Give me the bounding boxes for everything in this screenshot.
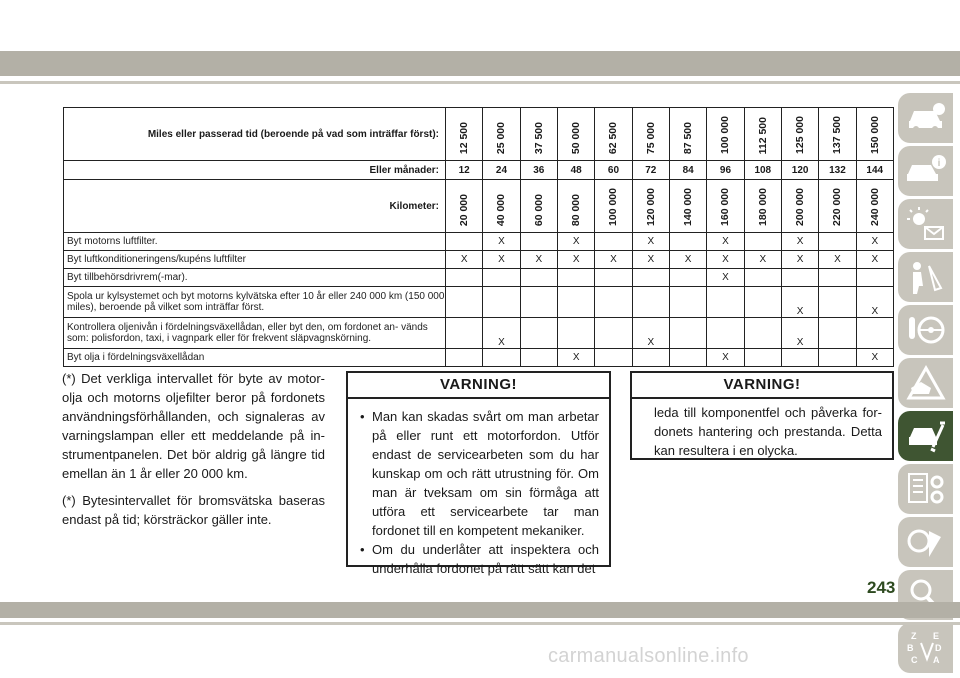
table-header-value: 60 000 — [532, 193, 545, 226]
table-header-cell — [483, 108, 520, 161]
service-interval-mark: X — [856, 287, 893, 318]
car-info-icon — [905, 99, 947, 137]
service-interval-mark — [744, 318, 781, 349]
table-header-cell: 60 — [595, 161, 632, 180]
service-interval-mark: X — [707, 233, 744, 251]
table-header-value: 140 000 — [682, 188, 695, 226]
table-header-label: Kilometer: — [64, 180, 446, 233]
table-header-value: 25 000 — [495, 121, 508, 154]
service-interval-mark — [744, 287, 781, 318]
table-row — [64, 287, 894, 318]
service-interval-mark: X — [781, 318, 818, 349]
table-header-cell: 24 — [483, 161, 520, 180]
bottom-decor-band — [0, 602, 960, 618]
service-interval-mark — [520, 349, 557, 367]
table-header-label: Miles eller passerad tid (beroende på vad som inträffar först): — [64, 108, 446, 161]
service-interval-mark — [744, 269, 781, 287]
table-header-value: 40 000 — [495, 193, 508, 226]
table-header-value: 137 500 — [831, 116, 844, 154]
table-row — [64, 251, 894, 269]
svg-text:D: D — [934, 643, 941, 653]
service-interval-mark — [632, 269, 669, 287]
table-header-cell — [520, 108, 557, 161]
specifications-icon — [905, 470, 947, 508]
table-header-value: 87 500 — [682, 121, 695, 154]
service-interval-mark: X — [483, 233, 520, 251]
table-header-value: 180 000 — [756, 188, 769, 226]
table-header-cell — [819, 108, 856, 161]
service-interval-mark: X — [483, 318, 520, 349]
table-header-value: 150 000 — [868, 116, 881, 154]
warning-item: • Om du underlåter att inspektera och underhålla fordonet på rätt sätt kan det — [360, 540, 599, 578]
service-interval-mark: X — [781, 287, 818, 318]
service-interval-mark — [744, 233, 781, 251]
breakdown-triangle-icon — [905, 364, 947, 402]
service-interval-mark — [819, 287, 856, 318]
service-interval-mark — [483, 287, 520, 318]
table-header-cell — [781, 180, 818, 233]
service-interval-mark: X — [744, 251, 781, 269]
service-interval-mark — [483, 349, 520, 367]
service-interval-mark: X — [632, 251, 669, 269]
warning-continued-text: leda till komponentfel och påverka for- donets hantering och prestanda. Detta kan resultera i en olycka. — [654, 405, 882, 458]
service-interval-mark: X — [707, 251, 744, 269]
service-item-label: Byt tillbehörsdrivrem(-mar). — [64, 269, 446, 287]
tab-car-info[interactable] — [898, 93, 953, 143]
tab-language[interactable] — [898, 623, 953, 673]
service-interval-mark: X — [707, 269, 744, 287]
service-interval-mark — [595, 349, 632, 367]
warning-item: • Man kan skadas svårt om man arbetar på eller runt ett motorfordon. Utför endast de servicearbeten som du har kunskap om och rätt utrustning för. Om man är tveksam om sin förmåga att utföra ett servicearbete tar man fordonet till en kompetent mekaniker. — [360, 407, 599, 540]
service-interval-mark — [520, 318, 557, 349]
service-item-label: Byt luftkonditioneringens/kupéns luftfilter — [64, 251, 446, 269]
warning-title: VARNING! — [348, 373, 609, 399]
table-header-cell: 96 — [707, 161, 744, 180]
service-interval-mark — [669, 287, 706, 318]
table-header-cell: 72 — [632, 161, 669, 180]
svg-text:A: A — [932, 655, 939, 665]
service-interval-mark: X — [669, 251, 706, 269]
table-header-cell — [557, 108, 594, 161]
service-interval-mark — [819, 318, 856, 349]
service-interval-mark — [446, 318, 483, 349]
table-header-value: 100 000 — [607, 188, 620, 226]
tab-specifications[interactable] — [898, 464, 953, 514]
service-interval-mark — [520, 233, 557, 251]
table-header-cell: 108 — [744, 161, 781, 180]
service-interval-mark — [669, 349, 706, 367]
tab-starting-driving[interactable] — [898, 305, 953, 355]
service-interval-mark: X — [632, 233, 669, 251]
table-header-cell: 36 — [520, 161, 557, 180]
table-header-value: 75 000 — [644, 121, 657, 154]
table-header-value: 12 500 — [458, 121, 471, 154]
warning-box-2 — [630, 371, 894, 460]
bottom-decor-line — [0, 622, 960, 625]
table-header-cell: 84 — [669, 161, 706, 180]
table-header-cell — [483, 180, 520, 233]
tab-car-warning[interactable] — [898, 146, 953, 196]
table-row — [64, 233, 894, 251]
table-header-cell — [632, 108, 669, 161]
service-interval-mark: X — [557, 233, 594, 251]
service-interval-mark: X — [856, 251, 893, 269]
table-header-cell: 132 — [819, 161, 856, 180]
table-header-cell — [446, 180, 483, 233]
service-interval-mark — [856, 269, 893, 287]
table-header-cell — [856, 180, 893, 233]
table-header-cell — [744, 108, 781, 161]
table-row — [64, 318, 894, 349]
table-header-cell: 144 — [856, 161, 893, 180]
table-row — [64, 349, 894, 367]
service-interval-mark — [446, 349, 483, 367]
service-interval-mark — [669, 233, 706, 251]
table-header-cell — [595, 108, 632, 161]
service-interval-mark — [595, 287, 632, 318]
service-interval-mark: X — [632, 318, 669, 349]
service-interval-mark — [856, 318, 893, 349]
table-header-value: 200 000 — [794, 188, 807, 226]
tab-dashboard-lights[interactable] — [898, 199, 953, 249]
table-header-cell: 48 — [557, 161, 594, 180]
service-item-label: Kontrollera oljenivån i fördelningsväxellådan, eller byt den, om fordonet an- vänds som: polisfordon, taxi, i vagnpark eller för frekvent släpvagnskörning. — [64, 318, 446, 349]
table-header-cell — [520, 180, 557, 233]
service-item-label: Spola ur kylsystemet och byt motorns kylvätska efter 10 år eller 240 000 km (150 000 miles), beroende på vilket som inträffar först. — [64, 287, 446, 318]
svg-text:B: B — [906, 643, 913, 653]
top-decor-band — [0, 51, 960, 76]
service-interval-mark: X — [707, 349, 744, 367]
table-header-value: 100 000 — [719, 116, 732, 154]
service-interval-mark — [632, 287, 669, 318]
service-interval-mark: X — [781, 233, 818, 251]
service-item-label: Byt motorns luftfilter. — [64, 233, 446, 251]
table-header-cell — [595, 180, 632, 233]
svg-text:C: C — [910, 655, 917, 665]
table-header-value: 220 000 — [831, 188, 844, 226]
service-interval-mark — [595, 233, 632, 251]
service-interval-mark: X — [595, 251, 632, 269]
service-interval-mark: X — [557, 251, 594, 269]
service-interval-mark: X — [483, 251, 520, 269]
table-header-cell — [744, 180, 781, 233]
watermark-text: carmanualsonline.info — [548, 645, 749, 667]
svg-text:Z: Z — [910, 631, 916, 641]
service-interval-mark — [781, 269, 818, 287]
service-interval-mark — [781, 349, 818, 367]
footnotes — [62, 369, 325, 537]
table-header-value: 125 000 — [794, 116, 807, 154]
language-index-icon — [905, 629, 947, 667]
svg-text:i: i — [937, 158, 940, 169]
warning-title: VARNING! — [632, 373, 892, 399]
tab-multimedia[interactable] — [898, 517, 953, 567]
warning-box-1 — [346, 371, 611, 576]
tab-emergency[interactable] — [898, 358, 953, 408]
table-header-value: 112 500 — [756, 116, 769, 154]
table-header-value: 37 500 — [532, 121, 545, 154]
service-interval-mark: X — [557, 349, 594, 367]
dashboard-lights-icon — [905, 205, 947, 243]
maintenance-schedule-table — [63, 107, 894, 367]
service-interval-mark — [483, 269, 520, 287]
top-decor-line — [0, 81, 960, 84]
service-interval-mark: X — [446, 251, 483, 269]
service-interval-mark — [819, 233, 856, 251]
svg-text:E: E — [932, 631, 939, 641]
service-interval-mark — [446, 287, 483, 318]
table-header-value: 20 000 — [458, 193, 471, 226]
table-header-cell — [819, 180, 856, 233]
service-interval-mark — [557, 287, 594, 318]
page-number: 243 — [867, 578, 896, 597]
table-row — [64, 269, 894, 287]
service-interval-mark — [446, 233, 483, 251]
table-header-value: 120 000 — [644, 188, 657, 226]
footnote-brake-fluid: (*) Bytesintervallet för bromsvätska baseras endast på tid; körsträckor gäller inte. — [62, 493, 325, 527]
table-header-value: 80 000 — [570, 193, 583, 226]
table-header-cell — [669, 108, 706, 161]
service-interval-mark — [744, 349, 781, 367]
service-interval-mark — [707, 287, 744, 318]
table-header-cell: 120 — [781, 161, 818, 180]
chapter-sidebar — [898, 93, 960, 676]
service-interval-mark — [707, 318, 744, 349]
table-header-label: Eller månader: — [64, 161, 446, 180]
service-interval-mark: X — [520, 251, 557, 269]
maintenance-wrench-icon — [905, 417, 947, 455]
multimedia-icon — [905, 523, 947, 561]
service-interval-mark: X — [819, 251, 856, 269]
service-item-label: Byt olja i fördelningsväxellådan — [64, 349, 446, 367]
table-header-cell — [557, 180, 594, 233]
service-interval-mark — [595, 269, 632, 287]
person-airbag-icon — [905, 258, 947, 296]
service-interval-mark — [819, 349, 856, 367]
table-header-cell — [632, 180, 669, 233]
table-header-cell — [707, 180, 744, 233]
service-interval-mark: X — [856, 233, 893, 251]
service-interval-mark — [557, 269, 594, 287]
table-header-cell — [707, 108, 744, 161]
service-interval-mark — [669, 269, 706, 287]
service-interval-mark — [446, 269, 483, 287]
table-header-cell — [446, 108, 483, 161]
table-header-value: 160 000 — [719, 188, 732, 226]
table-header-value: 50 000 — [570, 121, 583, 154]
table-header-cell — [669, 180, 706, 233]
service-interval-mark — [520, 269, 557, 287]
service-interval-mark — [819, 269, 856, 287]
table-header-cell: 12 — [446, 161, 483, 180]
service-interval-mark — [595, 318, 632, 349]
tab-safety[interactable] — [898, 252, 953, 302]
car-warning-icon — [905, 152, 947, 190]
service-interval-mark — [632, 349, 669, 367]
steering-wheel-icon — [905, 311, 947, 349]
table-header-cell — [856, 108, 893, 161]
footnote-oil-interval: (*) Det verkliga intervallet för byte av motor- olja och motorns oljefilter beror på fordonets användningsförhållanden, och signaleras av varningslampan eller ett meddelande på in- strumentpanelen. Det bör aldrig gå längre tid emellan än 1 år eller 20 000 km. — [62, 371, 325, 481]
table-header-value: 62 500 — [607, 121, 620, 154]
tab-maintenance[interactable] — [898, 411, 953, 461]
service-interval-mark: X — [856, 349, 893, 367]
service-interval-mark: X — [781, 251, 818, 269]
service-interval-mark — [557, 318, 594, 349]
table-header-cell — [781, 108, 818, 161]
service-interval-mark — [520, 287, 557, 318]
service-interval-mark — [669, 318, 706, 349]
table-header-value: 240 000 — [868, 188, 881, 226]
